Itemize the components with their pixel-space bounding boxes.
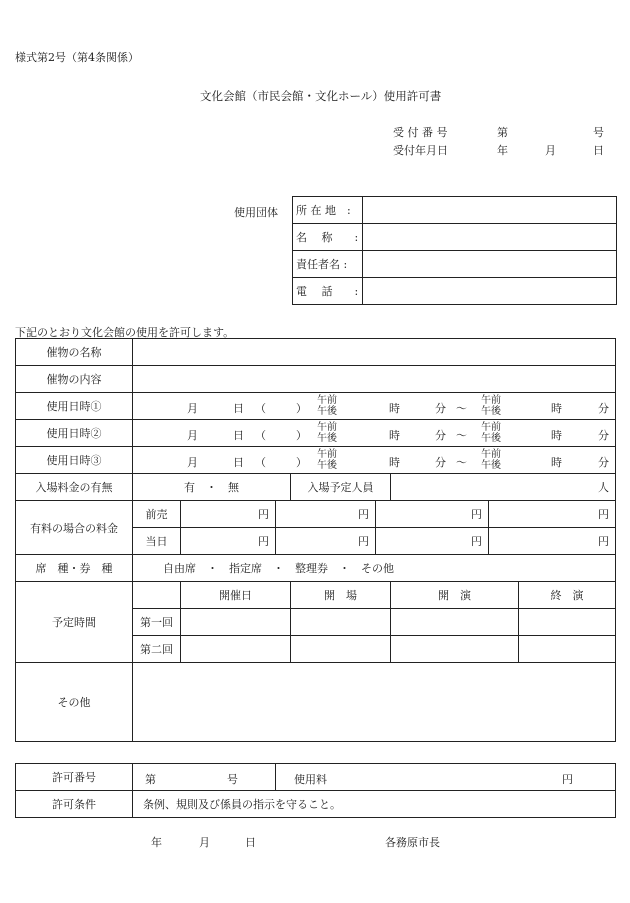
dt-tilde: ～ xyxy=(456,456,467,469)
dt-ampm-end: 午前 午後 xyxy=(481,422,501,444)
second-end-field[interactable] xyxy=(519,636,616,663)
dt-hour-end: 時 xyxy=(551,456,562,469)
org-name-label: 名 称 : xyxy=(293,224,363,251)
conditions-value: 条例、規則及び係員の指示を守ること。 xyxy=(133,791,616,818)
sameday-price-4[interactable]: 円 xyxy=(489,528,616,555)
first-open-field[interactable] xyxy=(291,609,391,636)
address-label: 所 在 地 : xyxy=(293,197,363,224)
other-label: その他 xyxy=(16,663,133,742)
dt-paren-close: ） xyxy=(296,456,307,469)
footer-year: 年 xyxy=(151,836,162,849)
attendance-label: 入場予定人員 xyxy=(291,474,391,501)
form-number: 様式第2号（第4条関係） xyxy=(15,51,139,64)
dt-ampm-end: 午前 午後 xyxy=(481,449,501,471)
second-date-field[interactable] xyxy=(181,636,291,663)
usage-fee-label: 使用料 xyxy=(294,773,327,786)
mayor-signature: 各務原市長 xyxy=(385,836,440,849)
dt-month: 月 xyxy=(187,456,198,469)
footer-month: 月 xyxy=(199,836,210,849)
datetime-field[interactable] xyxy=(133,393,616,420)
sameday-price-2[interactable]: 円 xyxy=(276,528,376,555)
paid-fee-label: 有料の場合の料金 xyxy=(16,501,133,555)
schedule-header-end: 終 演 xyxy=(519,582,616,609)
first-session-label: 第一回 xyxy=(133,609,181,636)
schedule-corner xyxy=(133,582,181,609)
dt-hour: 時 xyxy=(389,456,400,469)
phone-field[interactable] xyxy=(363,278,617,305)
reception-number-prefix: 第 xyxy=(497,126,508,139)
usage-fee-field[interactable] xyxy=(276,764,616,791)
dt-ampm: 午前 午後 xyxy=(317,422,337,444)
second-start-field[interactable] xyxy=(391,636,519,663)
group-label: 使用団体 xyxy=(234,206,278,219)
dt-hour: 時 xyxy=(389,429,400,442)
address-field[interactable] xyxy=(363,197,617,224)
manager-field[interactable] xyxy=(363,251,617,278)
dt-month: 月 xyxy=(187,402,198,415)
permit-number-label: 許可番号 xyxy=(16,764,133,791)
advance-price-4[interactable]: 円 xyxy=(489,501,616,528)
dt-paren-open: （ xyxy=(255,402,266,415)
dt-ampm: 午前 午後 xyxy=(317,395,337,417)
dt-paren-close: ） xyxy=(296,429,307,442)
conditions-label: 許可条件 xyxy=(16,791,133,818)
event-name-label: 催物の名称 xyxy=(16,339,133,366)
schedule-label: 予定時間 xyxy=(16,582,133,663)
dt-month: 月 xyxy=(187,429,198,442)
permit-table xyxy=(15,763,616,818)
event-content-label: 催物の内容 xyxy=(16,366,133,393)
main-table xyxy=(15,338,616,742)
dt-minute: 分 xyxy=(435,456,446,469)
first-start-field[interactable] xyxy=(391,609,519,636)
page-title: 文化会館（市民会館・文化ホール）使用許可書 xyxy=(200,89,442,103)
dt-day: 日 xyxy=(233,402,244,415)
sameday-price-1[interactable]: 円 xyxy=(181,528,276,555)
schedule-header-date: 開催日 xyxy=(181,582,291,609)
datetime-field[interactable] xyxy=(133,447,616,474)
first-date-field[interactable] xyxy=(181,609,291,636)
advance-label: 前売 xyxy=(133,501,181,528)
other-field[interactable] xyxy=(133,663,616,742)
reception-year: 年 xyxy=(497,144,508,157)
dt-ampm-end: 午前 午後 xyxy=(481,395,501,417)
datetime-row-1 xyxy=(16,393,616,420)
datetime-label: 使用日時③ xyxy=(16,447,133,474)
seat-type-options[interactable]: 自由席 ・ 指定席 ・ 整理券 ・ その他 xyxy=(133,555,616,582)
permit-number-suffix: 号 xyxy=(227,773,238,786)
dt-hour: 時 xyxy=(389,402,400,415)
datetime-field[interactable] xyxy=(133,420,616,447)
dt-ampm: 午前 午後 xyxy=(317,449,337,471)
dt-minute-end: 分 xyxy=(598,402,609,415)
sameday-label: 当日 xyxy=(133,528,181,555)
dt-hour-end: 時 xyxy=(551,429,562,442)
advance-price-3[interactable]: 円 xyxy=(376,501,489,528)
dt-day: 日 xyxy=(233,456,244,469)
manager-label: 責任者名 : xyxy=(293,251,363,278)
usage-fee-unit: 円 xyxy=(562,773,573,786)
second-session-label: 第二回 xyxy=(133,636,181,663)
reception-date-label: 受付年月日 xyxy=(393,144,448,157)
datetime-label: 使用日時② xyxy=(16,420,133,447)
reception-day: 日 xyxy=(593,144,604,157)
dt-minute: 分 xyxy=(435,429,446,442)
event-content-field[interactable] xyxy=(133,366,616,393)
reception-number-label: 受 付 番 号 xyxy=(393,126,448,139)
seat-type-label: 席 種・券 種 xyxy=(16,555,133,582)
dt-paren-open: （ xyxy=(255,429,266,442)
reception-month: 月 xyxy=(545,144,556,157)
dt-tilde: ～ xyxy=(456,402,467,415)
second-open-field[interactable] xyxy=(291,636,391,663)
dt-paren-open: （ xyxy=(255,456,266,469)
dt-day: 日 xyxy=(233,429,244,442)
dt-minute-end: 分 xyxy=(598,456,609,469)
schedule-header-open: 開 場 xyxy=(291,582,391,609)
attendance-field[interactable]: 人 xyxy=(391,474,616,501)
datetime-label: 使用日時① xyxy=(16,393,133,420)
dt-minute-end: 分 xyxy=(598,429,609,442)
phone-label: 電 話 : xyxy=(293,278,363,305)
dt-paren-close: ） xyxy=(296,402,307,415)
schedule-header-start: 開 演 xyxy=(391,582,519,609)
dt-hour-end: 時 xyxy=(551,402,562,415)
event-name-field[interactable] xyxy=(133,339,616,366)
footer-day: 日 xyxy=(245,836,256,849)
org-name-field[interactable] xyxy=(363,224,617,251)
permit-number-field[interactable] xyxy=(133,764,276,791)
first-end-field[interactable] xyxy=(519,609,616,636)
intro-text: 下記のとおり文化会館の使用を許可します。 xyxy=(15,326,235,339)
fee-exist-toggle[interactable]: 有 ・ 無 xyxy=(133,474,291,501)
reception-number-suffix: 号 xyxy=(593,126,604,139)
dt-minute: 分 xyxy=(435,402,446,415)
organization-table xyxy=(292,196,617,305)
advance-price-2[interactable]: 円 xyxy=(276,501,376,528)
sameday-price-3[interactable]: 円 xyxy=(376,528,489,555)
permit-number-prefix: 第 xyxy=(145,773,156,786)
advance-price-1[interactable]: 円 xyxy=(181,501,276,528)
fee-exist-label: 入場料金の有無 xyxy=(16,474,133,501)
datetime-row-3 xyxy=(16,447,616,474)
dt-tilde: ～ xyxy=(456,429,467,442)
datetime-row-2 xyxy=(16,420,616,447)
